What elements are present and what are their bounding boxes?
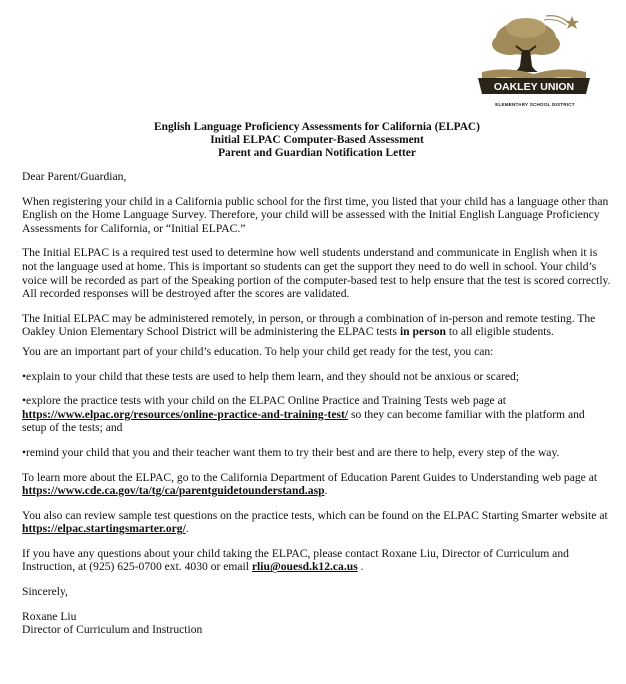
oak-tree-icon [474, 6, 596, 104]
contact-text: If you have any questions about your child taking the ELPAC, please contact Roxane Liu, Director of Curriculum and Instruction, at (925) 625-0700 ext. 4030 or email [22, 546, 569, 574]
parent-guides-link[interactable]: https://www.cde.ca.gov/ta/tg/ca/parentguidetounderstand.asp [22, 484, 325, 498]
administration-text: The Initial ELPAC may be administered remotely, in person, or through a combination of in-person and remote testing. The Oakley Union Elementary School District will be administering the ELPAC tests [22, 311, 596, 339]
district-logo [474, 6, 596, 107]
letter-body [22, 121, 612, 637]
sample-tests-end: . [185, 522, 189, 536]
signature-name: Roxane Liu [22, 609, 77, 623]
contact-email-link[interactable]: rliu@ouesd.k12.ca.us [251, 560, 358, 574]
letter-heading [22, 121, 612, 160]
learn-more-end: . [324, 484, 328, 498]
administration-text-end: to all eligible students. [446, 325, 554, 339]
explore-text: •explore the practice tests with your child on the ELPAC Online Practice and Training Tests web page at [22, 394, 506, 408]
bullet-explore [22, 394, 612, 435]
explore-text-end: so they can become familiar with the platform and setup of the tests; and [22, 407, 585, 435]
heading-line-3: Parent and Guardian Notification Letter [218, 147, 416, 159]
heading-line-1: English Language Proficiency Assessments for California (ELPAC) [154, 121, 480, 133]
paragraph-purpose: The Initial ELPAC is a required test used to determine how well students understand and communicate in English when it is not the language used at home. This is important so students can get the support they need to do well in school. Your child’s voice will be recorded as part of the Speaking portion of the computer-based test to help ensure that the test is scored correctly. All recorded responses will be destroyed after the scores are validated. [22, 246, 611, 301]
learn-more-text: To learn more about the ELPAC, go to the California Department of Education Parent Guides to Understanding web page at [22, 470, 598, 484]
paragraph-help-intro: You are an important part of your child’s education. To help your child get ready for the test, you can: [22, 344, 494, 358]
logo-name-text: OAKLEY UNION [493, 81, 575, 93]
paragraph-administration [22, 312, 612, 339]
signature-title: Director of Curriculum and Instruction [22, 623, 203, 637]
bullet-remind: •remind your child that you and their teacher want them to try their best and are there to help, every step of the way. [22, 445, 560, 459]
star-icon [565, 16, 579, 29]
practice-tests-link[interactable]: https://www.elpac.org/resources/online-practice-and-training-test/ [22, 407, 349, 421]
paragraph-contact [22, 547, 612, 574]
salutation: Dear Parent/Guardian, [22, 170, 127, 183]
contact-end: . [357, 560, 364, 574]
paragraph-learn-more [22, 471, 612, 498]
in-person-emphasis: in person [399, 325, 447, 339]
paragraph-sample-tests [22, 509, 612, 536]
sample-tests-text: You also can review sample test questions on the practice tests, which can be found on the ELPAC Starting Smarter website at [22, 508, 608, 522]
closing: Sincerely, [22, 585, 68, 599]
bullet-explain: •explain to your child that these tests are used to help them learn, and they should not be anxious or scared; [22, 369, 519, 383]
paragraph-registration: When registering your child in a California public school for the first time, you listed that your child has a language other than English on the Home Language Survey. Therefore, your child will be assessed with the Initial English Language Proficiency Assessments for California, or “Initial ELPAC.” [22, 194, 609, 235]
logo-subtitle: ELEMENTARY SCHOOL DISTRICT [495, 102, 575, 107]
heading-line-2: Initial ELPAC Computer-Based Assessment [210, 134, 424, 146]
starting-smarter-link[interactable]: https://elpac.startingsmarter.org/ [22, 522, 186, 536]
